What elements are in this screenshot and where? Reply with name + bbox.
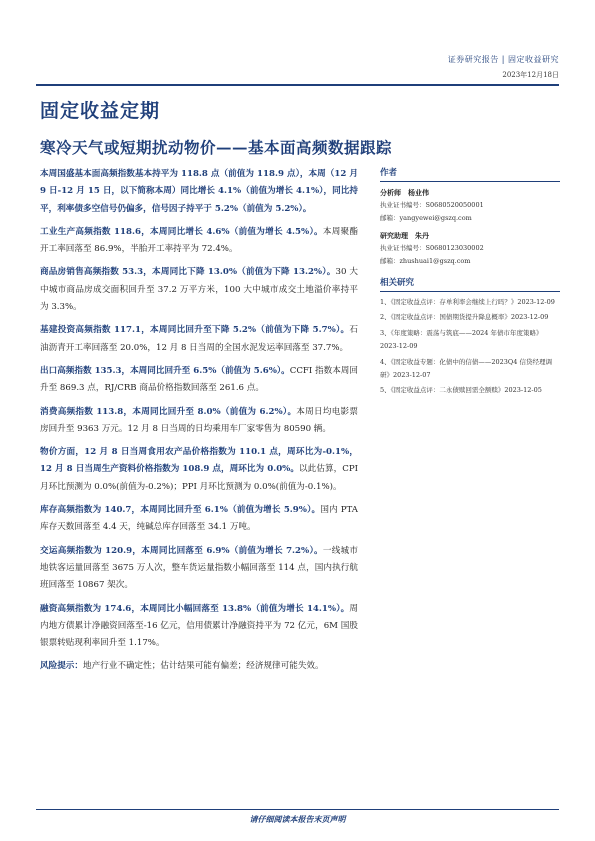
paragraph-text: CCFI 指数本周回升至 869.3 点，RJ/CRB 商品价格指数回落至 261.6 点。	[40, 365, 358, 394]
paragraph-industrial	[40, 224, 358, 259]
paragraph-text: 一线城市地铁客运量回落至 3675 万人次，整车货运量指数小幅回落至 114 点，国内执行航班回落至 10867 架次。	[40, 545, 358, 591]
header-divider	[36, 84, 559, 86]
paragraph-text: 地产行业不确定性；估计结果可能有偏差；经济规律可能失效。	[82, 661, 324, 672]
paragraph-risk-warning	[40, 658, 358, 675]
paragraph-summary	[40, 166, 358, 218]
report-category: 证券研究报告 | 固定收益研究	[447, 55, 559, 64]
sidebar	[380, 166, 560, 400]
paragraph-text: 本周聚酯开工率回落至 86.9%，半胎开工率持平为 72.4%。	[40, 226, 358, 255]
paragraph-lead: 风险提示：	[40, 661, 83, 672]
paragraph-lead: 工业生产高频指数 118.6，本周同比增长 4.6%（前值为增长 4.5%）。	[40, 226, 323, 237]
paragraph-financing	[40, 601, 358, 653]
footer-divider	[36, 809, 559, 810]
footer-disclaimer: 请仔细阅读本报告末页声明	[249, 814, 346, 824]
paragraph-export	[40, 363, 358, 398]
paragraph-text: 石油沥青开工率回落至 20.0%，12 月 8 日当周的全国水泥发运率回落至 37.7%。	[40, 325, 358, 353]
paragraph-text: 国内 PTA 库存天数回落至 4.4 天，纯碱总库存回落至 34.1 万吨。	[40, 505, 358, 533]
paragraph-consumption	[40, 404, 358, 439]
analyst-card	[380, 186, 560, 225]
paragraph-prices	[40, 444, 358, 496]
paragraph-text: 本周日均电影票房回升至 9363 万元。12 月 8 日当周的日均乘用车厂家零售为 80590 辆。	[40, 406, 358, 434]
related-research-item[interactable]: 1、《固定收益点评：存单利率会继续上行吗？》2023-12-09	[380, 298, 555, 306]
report-type: 固定收益定期	[40, 100, 161, 122]
report-title: 寒冷天气或短期扰动物价——基本面高频数据跟踪	[40, 138, 393, 157]
related-research-item[interactable]: 4、《固定收益专题：化债中的信债——2023Q4 信贷经理调研》2023-12-07	[380, 357, 552, 380]
paragraph-lead: 本周国盛基本面高频指数基本持平为 118.8 点（前值为 118.9 点），本周（12 月 9 日-12 月 15 日，以下简称本周）同比增长 4.1%（前值为增长 4.1%），同比持平，利率债多空信号仍偏多，信号因子持平于 5.2%（前值为 5.2%）。	[40, 169, 358, 214]
report-body	[40, 166, 358, 682]
analyst-cert: 执业证书编号：S0680520050001	[380, 201, 484, 209]
paragraph-lead: 基建投资高频指数 117.1，本周同比回升至下降 5.2%（前值为下降 5.7%）。	[40, 325, 350, 336]
paragraph-transport	[40, 543, 358, 595]
related-research-heading: 相关研究	[380, 276, 560, 292]
paragraph-text: 以此估算，CPI 月环比预测为 0.0%(前值为-0.2%)；PPI 月环比预测为 0.0%(前值为-0.1%)。	[40, 464, 358, 492]
paragraph-lead: 交运高频指数为 120.9，本周同比回落至 6.9%（前值为增长 7.2%）。	[40, 545, 323, 556]
paragraph-lead: 出口高频指数 135.3，本周同比回升至 6.5%（前值为 5.6%）。	[40, 365, 290, 376]
authors-heading: 作者	[380, 166, 560, 182]
related-research-item[interactable]: 5、《固定收益点评：二永债赎回需全额赎》2023-12-05	[380, 386, 542, 395]
paragraph-lead: 商品房销售高频指数 53.3，本周同比下降 13.0%（前值为下降 13.2%）。	[40, 267, 336, 278]
paragraph-infrastructure	[40, 322, 358, 357]
analyst-email[interactable]: 邮箱：zhushuai1@gszq.com	[380, 257, 471, 265]
analyst-card	[380, 229, 560, 268]
report-date: 2023年12月18日	[502, 71, 559, 79]
paragraph-lead: 物价方面，12 月 8 日当周食用农产品价格指数为 110.1 点，周环比为-0.1%，12 月 8 日当周生产资料价格指数为 108.9 点，周环比为 0.0%。	[40, 447, 358, 475]
paragraph-housing	[40, 264, 358, 316]
analyst-cert: 执业证书编号：S0680123030002	[380, 244, 484, 252]
analyst-name: 分析师 杨业伟	[380, 188, 429, 197]
paragraph-text: 30 大中城市商品房成交面积回升至 37.2 万平方米，100 大中城市成交土地溢价率持平为 3.3%。	[40, 267, 358, 313]
paragraph-lead: 库存高频指数为 140.7，本周同比回升至 6.1%（前值为增长 5.9%）。	[40, 505, 321, 516]
related-research-item[interactable]: 2、《固定收益点评：国债期货提升降息概率》2023-12-09	[380, 313, 549, 322]
analyst-email[interactable]: 邮箱：yangyewei@gszq.com	[380, 214, 472, 222]
paragraph-text: 周内地方债累计净融资回落至-16 亿元，信用债累计净融资持平为 72 亿元，6M 国股银票转贴现利率回升至 1.17%。	[40, 603, 358, 649]
paragraph-lead: 消费高频指数 113.8，本周同比回升至 8.0%（前值为 6.2%）。	[40, 406, 297, 417]
analyst-name: 研究助理 朱丹	[380, 231, 429, 240]
related-research-item[interactable]: 3、《年度策略：震荡与筑底——2024 年债市年度策略》2023-12-09	[380, 328, 543, 351]
paragraph-inventory	[40, 502, 358, 537]
paragraph-lead: 融资高频指数为 174.6，本周同比小幅回落至 13.8%（前值为增长 14.1%）。	[40, 603, 350, 614]
